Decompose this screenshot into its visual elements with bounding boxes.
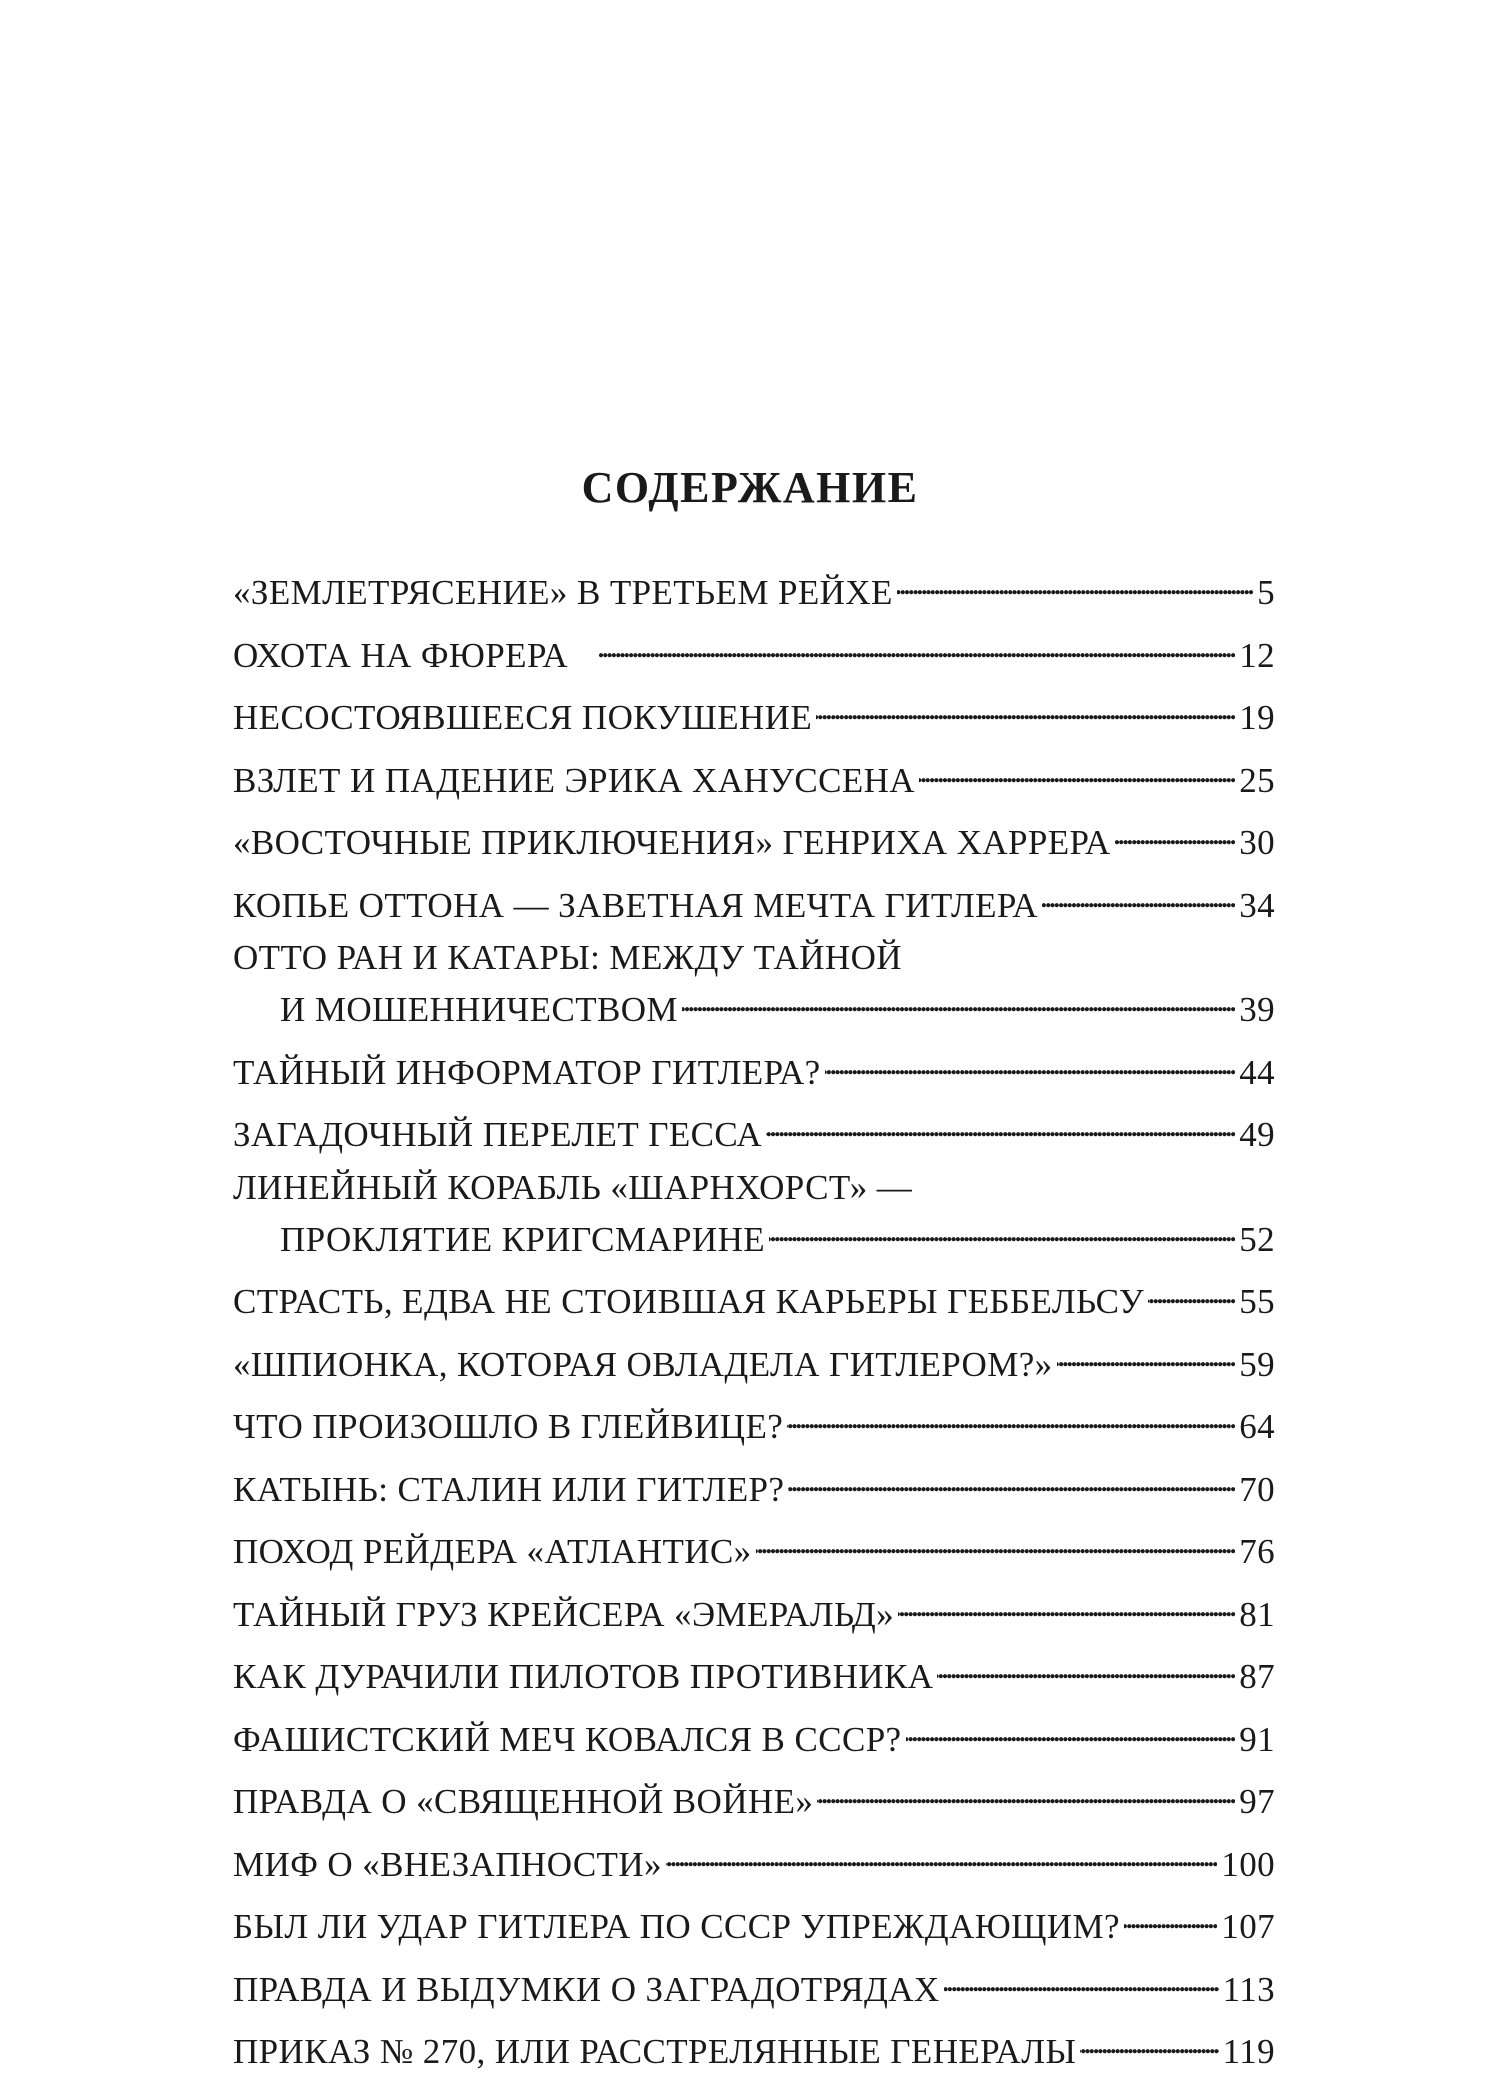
toc-entry-line [233,1709,1275,1761]
toc-entry-line [233,2021,1275,2073]
toc-entry-line [233,1521,1275,1573]
toc-entry-line [233,1459,1275,1511]
toc-entry-title: ВЗЛЕТ И ПАДЕНИЕ ЭРИКА ХАНУССЕНА [233,760,915,800]
dot-leader [1080,2021,1218,2063]
dot-leader [769,1209,1235,1251]
toc-page-number: 30 [1239,823,1275,862]
toc-entry-line [233,1396,1275,1448]
dot-leader [898,1584,1235,1626]
toc-entry-title: ОХОТА НА ФЮРЕРА [233,635,569,675]
toc-entry [233,1271,1275,1323]
toc-page-number: 39 [1239,990,1275,1029]
toc-entry-line [233,875,1275,927]
toc-entry [233,1646,1275,1698]
toc-entry-title-line [233,937,1275,979]
toc-page-number: 91 [1239,1719,1275,1759]
toc-entry [233,1771,1275,1823]
toc-entry-line [233,1271,1275,1323]
toc-entry [233,1834,1275,1886]
toc-page-number: 12 [1239,635,1275,675]
dot-leader [572,625,1235,667]
toc-entry [233,1709,1275,1761]
toc-entry-title: ПРОКЛЯТИЕ КРИГСМАРИНЕ [280,1219,766,1259]
toc-entry-title: ТАЙНЫЙ ГРУЗ КРЕЙСЕРА «ЭМЕРАЛЬД» [233,1594,895,1634]
toc-entry-title: ЧТО ПРОИЗОШЛО В ГЛЕЙВИЦЕ? [233,1407,784,1446]
toc-page-number: 97 [1239,1782,1275,1821]
toc-page-number: 19 [1239,698,1275,737]
toc-entry [233,1334,1275,1386]
toc-entry-line [233,1834,1275,1886]
toc-entry-title: КАК ДУРАЧИЛИ ПИЛОТОВ ПРОТИВНИКА [233,1657,934,1696]
toc-entry-title: СТРАСТЬ, ЕДВА НЕ СТОИВШАЯ КАРЬЕРЫ ГЕББЕЛЬСУ [233,1282,1145,1321]
toc-entry [233,812,1275,864]
dot-leader [682,979,1235,1021]
toc-entry [233,562,1275,614]
toc-entry-line [233,1959,1275,2011]
toc-entry-line [233,1646,1275,1698]
toc-entry [233,1459,1275,1511]
dot-leader [766,1104,1235,1146]
toc-entry [233,750,1275,802]
table-of-contents [233,562,1275,2084]
toc-page-number: 119 [1222,2032,1275,2071]
dot-leader [787,1396,1235,1438]
toc-entry-title: НЕСОСТОЯВШЕЕСЯ ПОКУШЕНИЕ [233,698,813,737]
dot-leader [944,1959,1219,2001]
toc-entry [233,625,1275,677]
toc-entry [233,1042,1275,1094]
toc-entry-title: ФАШИСТСКИЙ МЕЧ КОВАЛСЯ В СССР? [233,1719,902,1759]
toc-entry-title: ПОХОД РЕЙДЕРА «АТЛАНТИС» [233,1532,752,1571]
toc-entry [233,1396,1275,1448]
dot-leader [906,1709,1236,1751]
toc-entry-title: «ШПИОНКА, КОТОРАЯ ОВЛАДЕЛА ГИТЛЕРОМ?» [233,1344,1053,1384]
toc-page-number: 5 [1257,573,1275,612]
toc-entry-title: ЗАГАДОЧНЫЙ ПЕРЕЛЕТ ГЕССА [233,1115,763,1154]
toc-entry-title: БЫЛ ЛИ УДАР ГИТЛЕРА ПО СССР УПРЕЖДАЮЩИМ? [233,1907,1120,1946]
toc-entry-line [233,1334,1275,1386]
toc-entry-title: «ВОСТОЧНЫЕ ПРИКЛЮЧЕНИЯ» ГЕНРИХА ХАРРЕРА [233,823,1111,862]
toc-page-number: 55 [1239,1282,1275,1321]
toc-entry-title: МИФ О «ВНЕЗАПНОСТИ» [233,1844,662,1884]
toc-entry [233,687,1275,739]
toc-entry-title: ТАЙНЫЙ ИНФОРМАТОР ГИТЛЕРА? [233,1052,821,1092]
toc-entry-line [233,1209,1275,1261]
toc-page-number: 76 [1239,1532,1275,1571]
toc-page-number: 87 [1239,1657,1275,1696]
dot-leader [1148,1271,1235,1313]
toc-entry-line [233,562,1275,614]
toc-entry-line [233,1042,1275,1094]
dot-leader [1042,875,1235,917]
toc-entry-title-line [233,1167,1275,1209]
dot-leader [666,1834,1217,1876]
toc-page-number: 44 [1239,1052,1275,1092]
dot-leader [897,562,1253,604]
toc-entry-line [233,750,1275,802]
toc-entry-title: «ЗЕМЛЕТРЯСЕНИЕ» В ТРЕТЬЕМ РЕЙХЕ [233,573,893,612]
toc-entry [233,1521,1275,1573]
toc-page-number: 107 [1221,1907,1275,1946]
toc-entry [233,1104,1275,1156]
toc-entry-line [233,1584,1275,1636]
dot-leader [788,1459,1235,1501]
dot-leader [825,1042,1236,1084]
toc-page-number: 25 [1239,760,1275,800]
dot-leader [816,687,1235,729]
dot-leader [1124,1896,1217,1938]
dot-leader [1057,1334,1236,1376]
toc-entry [233,1896,1275,1948]
toc-entry-title: ПРИКАЗ № 270, ИЛИ РАССТРЕЛЯННЫЕ ГЕНЕРАЛЫ [233,2032,1077,2071]
toc-entry [233,937,1275,1031]
dot-leader [817,1771,1235,1813]
toc-entry-title: КОПЬЕ ОТТОНА — ЗАВЕТНАЯ МЕЧТА ГИТЛЕРА [233,885,1038,925]
toc-entry [233,1959,1275,2011]
toc-entry-line [233,979,1275,1031]
dot-leader [1115,812,1236,854]
toc-entry-line [233,1896,1275,1948]
page-title: СОДЕРЖАНИЕ [581,463,919,512]
toc-page-number: 59 [1239,1344,1275,1384]
toc-entry-title: ПРАВДА И ВЫДУМКИ О ЗАГРАДОТРЯДАХ [233,1969,940,2009]
toc-page-number: 34 [1239,885,1275,925]
toc-entry-line [233,1104,1275,1156]
dot-leader [937,1646,1235,1688]
dot-leader [919,750,1235,792]
toc-entry-line [233,812,1275,864]
toc-page-number: 81 [1239,1594,1275,1634]
toc-entry [233,2021,1275,2073]
toc-page-number: 100 [1221,1844,1275,1884]
toc-page-number: 113 [1222,1969,1275,2009]
toc-entry-line [233,687,1275,739]
toc-page-number: 52 [1239,1219,1275,1259]
toc-entry [233,875,1275,927]
toc-entry-title: ПРАВДА О «СВЯЩЕННОЙ ВОЙНЕ» [233,1782,814,1821]
toc-entry-title: КАТЫНЬ: СТАЛИН ИЛИ ГИТЛЕР? [233,1469,785,1509]
toc-entry-line [233,1771,1275,1823]
toc-entry-title: ЛИНЕЙНЫЙ КОРАБЛЬ «ШАРНХОРСТ» — [233,1167,913,1207]
toc-entry-title: ОТТО РАН И КАТАРЫ: МЕЖДУ ТАЙНОЙ [233,938,902,977]
toc-page-number: 70 [1239,1469,1275,1509]
toc-entry [233,1584,1275,1636]
dot-leader [756,1521,1236,1563]
toc-entry-title: И МОШЕННИЧЕСТВОМ [280,990,678,1029]
toc-page-number: 49 [1239,1115,1275,1154]
toc-entry-line [233,625,1275,677]
toc-entry [233,1167,1275,1261]
toc-page-number: 64 [1239,1407,1275,1446]
